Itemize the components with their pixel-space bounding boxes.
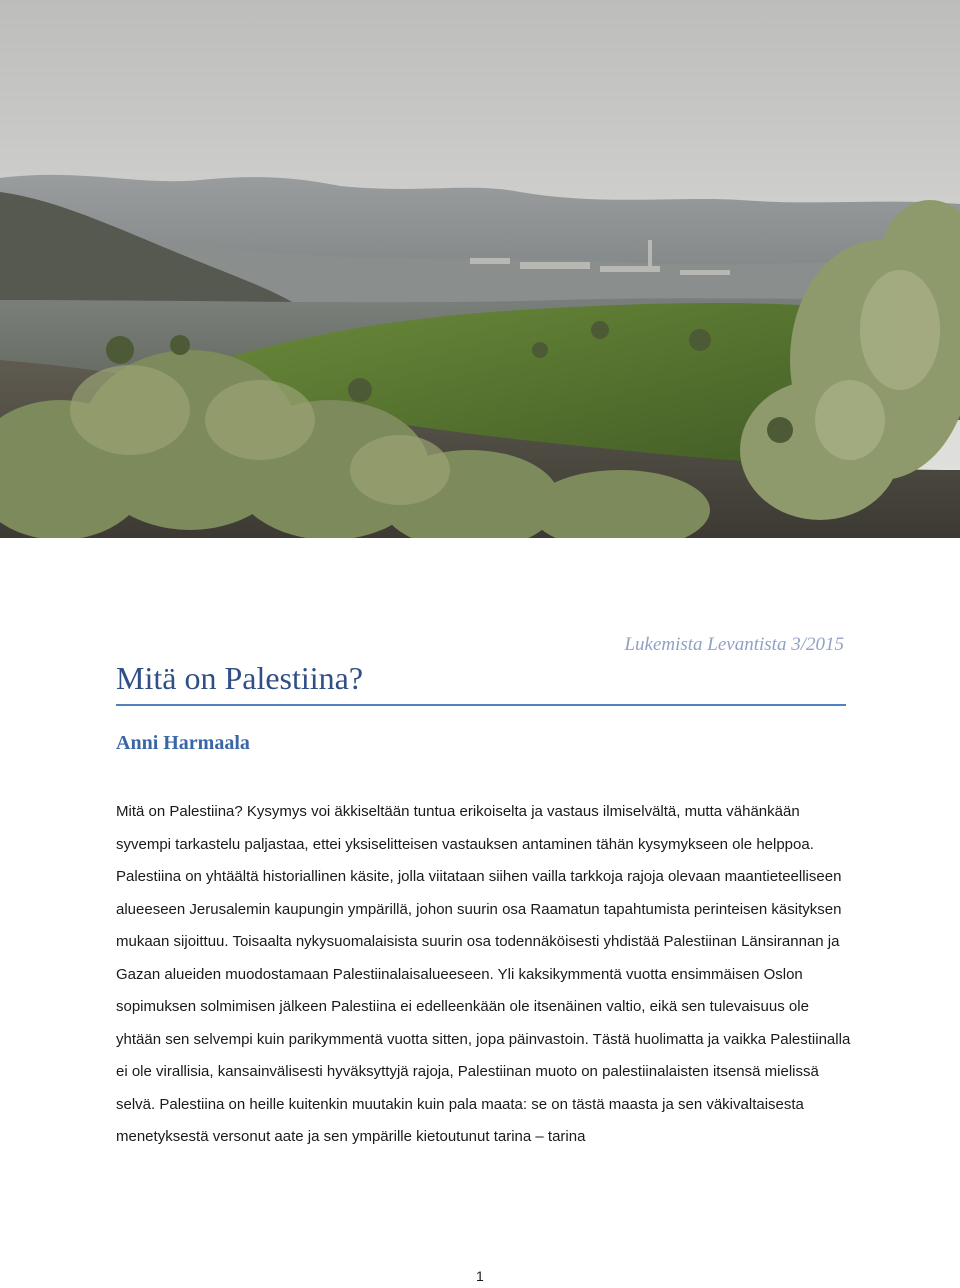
series-label: Lukemista Levantista 3/2015 — [624, 634, 844, 655]
page-number: 1 — [476, 1268, 484, 1284]
landscape-photo-icon — [0, 0, 960, 538]
title-divider — [116, 704, 846, 706]
body-paragraph: Mitä on Palestiina? Kysymys voi äkkiseltään tuntua erikoiselta ja vastaus ilmiselvältä, mutta vähänkään syvempi tarkastelu paljastaa, ettei yksiselitteisen vastauksen antaminen tähän kysymykseen ole helppoa. Palestiina on yhtäältä historiallinen käsite, jolla viitataan siihen vailla tarkkoja rajoja olevaan maantieteelliseen alueeseen Jerusalemin kaupungin ympärillä, johon suurin osa Raamatun tapahtumista perinteisen käsityksen mukaan sijoittuu. Toisaalta nykysuomalaisista suurin osa todennäköisesti yhdistää Palestiinan Länsirannan ja Gazan alueiden muodostamaan Palestiinalaisalueeseen. Yli kaksikymmentä vuotta ensimmäisen Oslon sopimuksen solmimisen jälkeen Palestiina ei edelleenkään ole itsenäinen valtio, eikä sen tulevaisuus ole yhtään sen selvempi kuin parikymmentä vuotta sitten, jopa päinvastoin. Tästä huolimatta ja vaikka Palestiinalla ei ole virallisia, kansainvälisesti hyväksyttyjä rajoja, Palestiinan muoto on palestiinalaisten itsensä mielissä selvä. Palestiina on heille kuitenkin muutakin kuin pala maata: se on tästä maasta ja sen väkivaltaisesta menetyksestä versonut aate ja sen ympärille kietoutunut tarina – tarina — [116, 803, 851, 1145]
author-name: Anni Harmaala — [116, 732, 250, 754]
article-body — [116, 796, 856, 1154]
page-title: Mitä on Palestiina? — [116, 660, 364, 696]
